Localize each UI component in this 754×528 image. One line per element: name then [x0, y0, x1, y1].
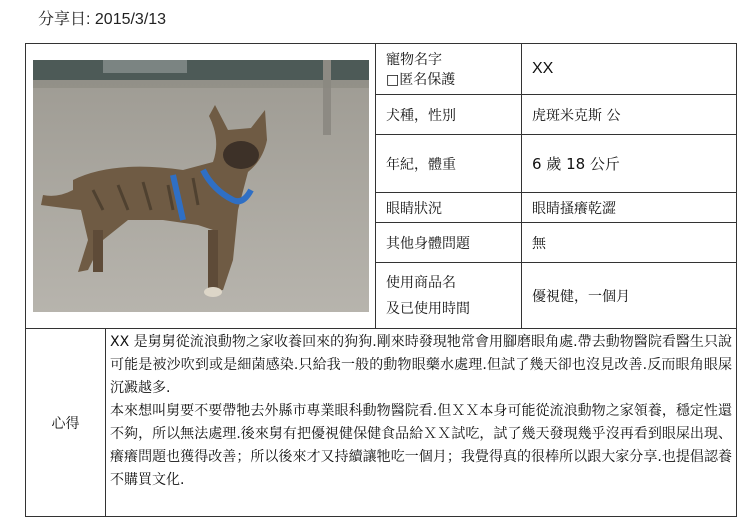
- notes-body: [106, 329, 737, 517]
- other-value: 無: [522, 223, 737, 263]
- name-value: XX: [522, 44, 737, 95]
- share-date: 分享日: 2015/3/13: [38, 11, 167, 28]
- eye-label: 眼睛狀況: [376, 193, 522, 223]
- notes-paragraph-2: 本來想叫舅要不要帶牠去外縣市專業眼科動物醫院看.但ＸＸ本身可能從流浪動物之家領養，穩定性還不夠，所以無法處理.後來舅有把優視健保健食品給ＸＸ試吃，試了幾天發現幾乎沒再看到眼屎出現、癢癢問題也獲得改善；所以後來才又持續讓牠吃一個月；我覺得真的很棒所以跟大家分享.也提倡認養不購買文化.: [110, 403, 732, 488]
- other-label: 其他身體問題: [376, 223, 522, 263]
- photo-cell: [26, 44, 376, 329]
- product-label-line1: 使用商品名: [386, 274, 456, 291]
- name-label-cell: [376, 44, 522, 95]
- age-label: 年紀，體重: [376, 135, 522, 193]
- product-label-line2: 及已使用時間: [386, 300, 470, 317]
- name-label: 寵物名字: [386, 52, 442, 68]
- anonymous-checkbox-label: □匿名保護: [386, 72, 456, 88]
- breed-value: 虎斑米克斯 公: [522, 95, 737, 135]
- notes-label: 心得: [26, 329, 106, 517]
- age-value: 6 歲 18 公斤: [522, 135, 737, 193]
- notes-paragraph-1: XX 是舅舅從流浪動物之家收養回來的狗狗.剛來時發現牠常會用腳磨眼角處.帶去動物醫院看醫生只說可能是被沙吹到或是細菌感染.只給我一般的動物眼藥水處理.但試了幾天卻也沒見改善.反而眼角眼屎沉澱越多.: [110, 334, 732, 396]
- dog-photo: [33, 60, 369, 312]
- pet-info-table: [25, 43, 737, 517]
- breed-label: 犬種，性別: [376, 95, 522, 135]
- product-label-cell: [376, 263, 522, 329]
- product-value: 優視健，一個月: [522, 263, 737, 329]
- eye-value: 眼睛搔癢乾澀: [522, 193, 737, 223]
